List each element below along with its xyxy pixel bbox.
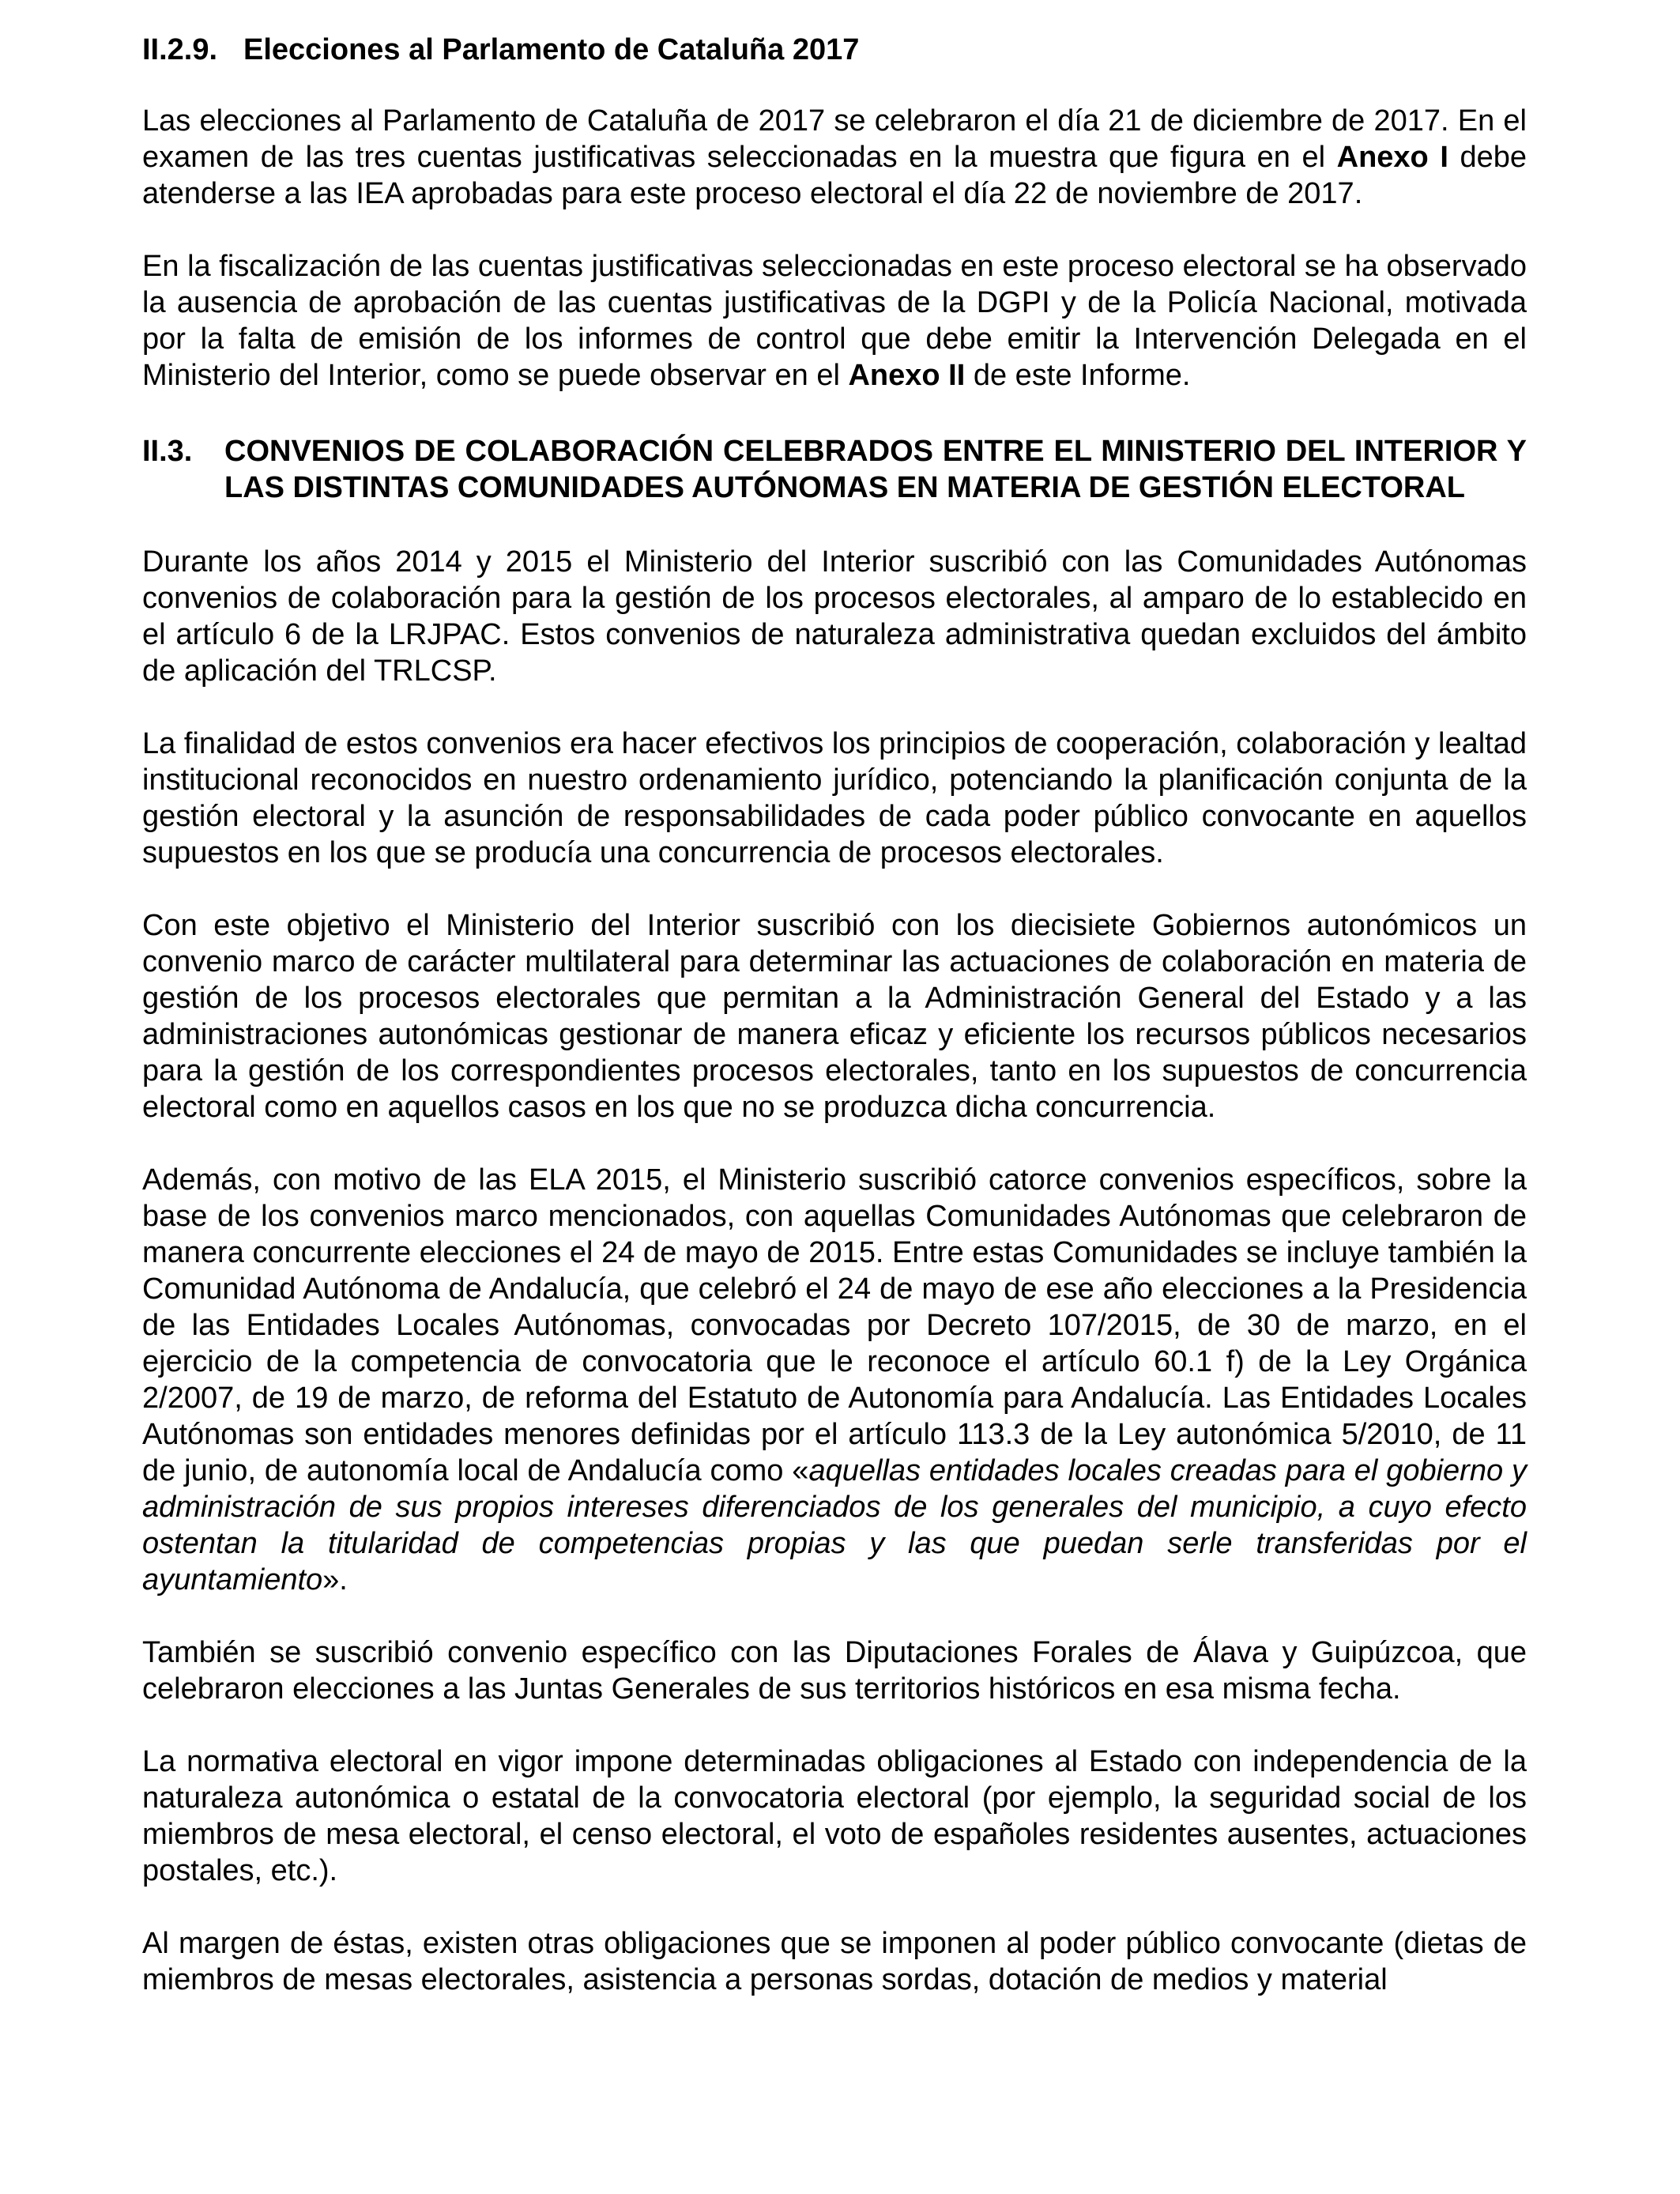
section-title: CONVENIOS DE COLABORACIÓN CELEBRADOS ENTRE EL MINISTERIO DEL INTERIOR Y LAS DISTINTAS COMUNIDADES AUTÓNOMAS EN MATERIA DE GESTIÓN ELECTORAL <box>224 435 1527 504</box>
section-heading-2-9 <box>142 32 1527 68</box>
paragraph: Durante los años 2014 y 2015 el Ministerio del Interior suscribió con las Comunidades Autónomas convenios de colaboración para la gestión de los procesos electorales, al amparo de lo establecido en el artículo 6 de la LRJPAC. Estos convenios de naturaleza administrativa quedan excluidos del ámbito de aplicación del TRLCSP. <box>142 545 1527 688</box>
paragraph: También se suscribió convenio específico con las Diputaciones Forales de Álava y Guipúzcoa, que celebraron elecciones a las Juntas Generales de sus territorios históricos en esa misma fecha. <box>142 1636 1527 1706</box>
paragraph: La finalidad de estos convenios era hacer efectivos los principios de cooperación, colaboración y lealtad institucional reconocidos en nuestro ordenamiento jurídico, potenciando la planificación conjunta de la gestión electoral y la asunción de responsabilidades de cada poder público convocante en aquellos supuestos en los que se producía una concurrencia de procesos electorales. <box>142 727 1527 869</box>
paragraph: Al margen de éstas, existen otras obligaciones que se imponen al poder público convocante (dietas de miembros de mesas electorales, asistencia a personas sordas, dotación de medios y material <box>142 1927 1527 1996</box>
paragraph-text: En la fiscalización de las cuentas justificativas seleccionadas en este proceso electoral se ha observado la ausencia de aprobación de las cuentas justificativas de la DGPI y de la Policía Nacional, motivada por la falta de emisión de los informes de control que debe emitir la Intervención Delegada en el Ministerio del Interior, como se puede observar en el <box>142 250 1527 392</box>
paragraph <box>142 103 1527 212</box>
paragraph <box>142 248 1527 394</box>
section-heading-2-3 <box>142 433 1527 506</box>
paragraph-text: ». <box>322 1563 348 1596</box>
section-number: II.3. <box>142 435 193 468</box>
paragraph-text: Las elecciones al Parlamento de Cataluña de 2017 se celebraron el día 21 de diciembre de 2017. En el examen de las tres cuentas justificativas seleccionadas en la muestra que figura en el <box>142 104 1527 174</box>
paragraph-text: Además, con motivo de las ELA 2015, el Ministerio suscribió catorce convenios específicos, sobre la base de los convenios marco mencionados, con aquellas Comunidades Autónomas que celebraron de manera concurrente elecciones el 24 de mayo de 2015. Entre estas Comunidades se incluye también la Comunidad Autónoma de Andalucía, que celebró el 24 de mayo de ese año elecciones a la Presidencia de las Entidades Locales Autónomas, convocadas por Decreto 107/2015, de 30 de marzo, en el ejercicio de la competencia de convocatoria que le reconoce el artículo 60.1 f) de la Ley Orgánica 2/2007, de 19 de marzo, de reforma del Estatuto de Autonomía para Andalucía. Las Entidades Locales Autónomas son entidades menores definidas por el artículo 113.3 de la Ley autonómica 5/2010, de 11 de junio, de autonomía local de Andalucía como « <box>142 1163 1527 1487</box>
document-page <box>142 32 1527 1998</box>
paragraph <box>142 1162 1527 1598</box>
annex-reference: Anexo I <box>1336 141 1448 174</box>
paragraph-text: de este Informe. <box>965 359 1191 392</box>
section-number: II.2.9. <box>142 33 218 66</box>
paragraph: La normativa electoral en vigor impone determinadas obligaciones al Estado con independencia de la naturaleza autonómica o estatal de la convocatoria electoral (por ejemplo, la seguridad social de los miembros de mesa electoral, el censo electoral, el voto de españoles residentes ausentes, actuaciones postales, etc.). <box>142 1745 1527 1887</box>
quoted-definition: aquellas entidades locales creadas para el gobierno y administración de sus propios intereses diferenciados de los generales del municipio, a cuyo efecto ostentan la titularidad de competencias propias y las que puedan serle transferidas por el ayuntamiento <box>142 1454 1527 1596</box>
paragraph: Con este objetivo el Ministerio del Interior suscribió con los diecisiete Gobiernos autonómicos un convenio marco de carácter multilateral para determinar las actuaciones de colaboración en materia de gestión de los procesos electorales que permitan a la Administración General del Estado y a las administraciones autonómicas gestionar de manera eficaz y eficiente los recursos públicos necesarios para la gestión de los correspondientes procesos electorales, tanto en los supuestos de concurrencia electoral como en aquellos casos en los que no se produzca dicha concurrencia. <box>142 909 1527 1124</box>
annex-reference: Anexo II <box>848 359 966 392</box>
section-title: Elecciones al Parlamento de Cataluña 2017 <box>243 33 860 66</box>
paragraph-text: debe atenderse a las IEA aprobadas para este proceso electoral el día 22 de noviembre de 2017. <box>142 141 1527 210</box>
